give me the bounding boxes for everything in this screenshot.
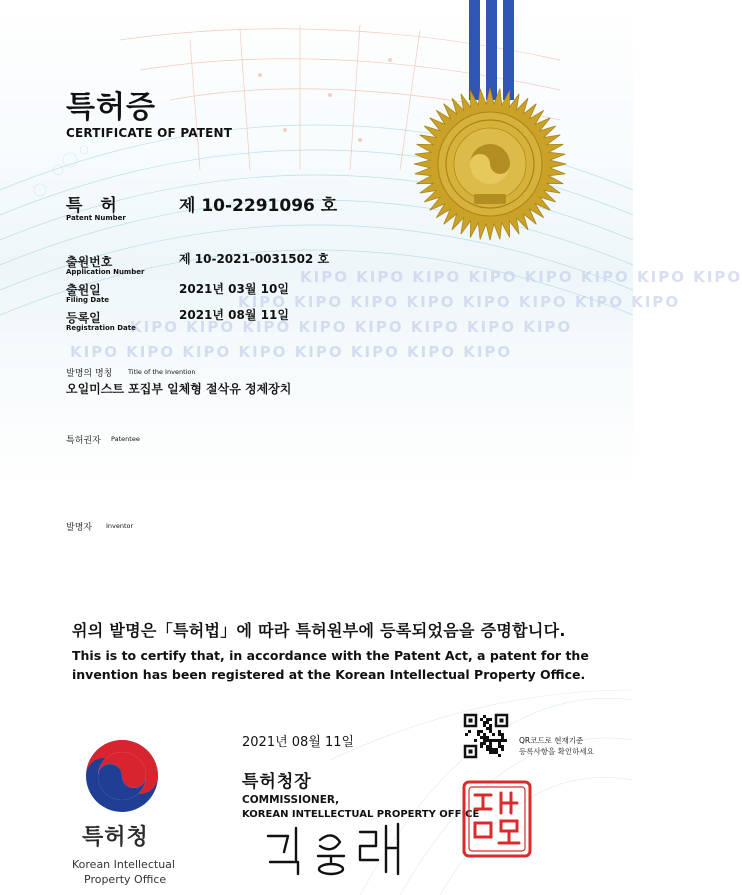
application-number-value: 제 10-2021-0031502 호 (179, 252, 330, 266)
commissioner-title-en-line1: COMMISSIONER, (242, 794, 340, 806)
kipo-taeguk-logo (84, 738, 160, 814)
issue-date: 2021년 08월 11일 (242, 735, 355, 750)
inventor-label-en: Inventor (106, 522, 134, 530)
registration-date-label: 등록일 (66, 311, 101, 325)
commissioner-signature (262, 822, 412, 878)
commissioner-official-stamp (461, 779, 533, 859)
blue-ribbon-right (503, 0, 514, 100)
invention-title-label: 발명의 명칭 (66, 369, 113, 379)
page-title: 특허증 (66, 90, 156, 125)
certification-statement-en-line2: invention has been registered at the Korean Intellectual Property Office. (72, 667, 586, 682)
filing-date-label: 출원일 (66, 283, 101, 297)
page-title-en: CERTIFICATE OF PATENT (66, 126, 233, 140)
kipo-logo-name-ko: 특허청 (82, 825, 149, 850)
patent-number-label-en: Patent Number (66, 214, 126, 222)
kipo-watermark-4: KIPO KIPO KIPO KIPO KIPO KIPO KIPO KIPO (70, 343, 513, 361)
filing-date-value: 2021년 03월 10일 (179, 282, 289, 296)
patent-number-label: 특 허 (66, 196, 123, 216)
patent-number-value: 제 10-2291096 호 (179, 196, 338, 216)
qr-note-line2: 등록사항을 확인하세요 (519, 747, 594, 756)
qr-note-line1: QR코드로 현재기준 (519, 736, 584, 745)
blue-ribbon-middle (486, 0, 497, 100)
kipo-watermark-3: KIPO KIPO KIPO KIPO KIPO KIPO KIPO KIPO (130, 318, 573, 336)
kipo-logo-name-en-line2: Property Office (84, 873, 167, 886)
certification-statement-en-line1: This is to certify that, in accordance with the Patent Act, a patent for the (72, 648, 589, 663)
inventor-label: 발명자 (66, 523, 93, 533)
kipo-watermark-1: KIPO KIPO KIPO KIPO KIPO KIPO KIPO KIPO (300, 268, 742, 286)
invention-title-label-en: Title of the Invention (128, 368, 196, 376)
certification-statement-ko: 위의 발명은「특허법」에 따라 특허원부에 등록되었음을 증명합니다. (72, 621, 566, 640)
qr-code[interactable] (463, 713, 509, 759)
registration-date-value: 2021년 08월 11일 (179, 308, 289, 322)
application-number-label: 출원번호 (66, 255, 113, 269)
blue-ribbon-left (469, 0, 480, 100)
patentee-label-en: Patentee (111, 435, 140, 443)
application-number-label-en: Application Number (66, 268, 145, 276)
invention-title-value: 오일미스트 포집부 일체형 절삭유 정제장치 (66, 382, 292, 396)
commissioner-title-ko: 특허청장 (242, 772, 312, 792)
filing-date-label-en: Filing Date (66, 296, 110, 304)
registration-date-label-en: Registration Date (66, 324, 136, 332)
kipo-watermark-2: KIPO KIPO KIPO KIPO KIPO KIPO KIPO KIPO (238, 293, 681, 311)
commissioner-title-en-line2: KOREAN INTELLECTUAL PROPERTY OFFICE (242, 809, 480, 820)
gold-seal (412, 86, 568, 242)
patentee-label: 특허권자 (66, 436, 101, 446)
kipo-logo-name-en-line1: Korean Intellectual (72, 858, 175, 871)
